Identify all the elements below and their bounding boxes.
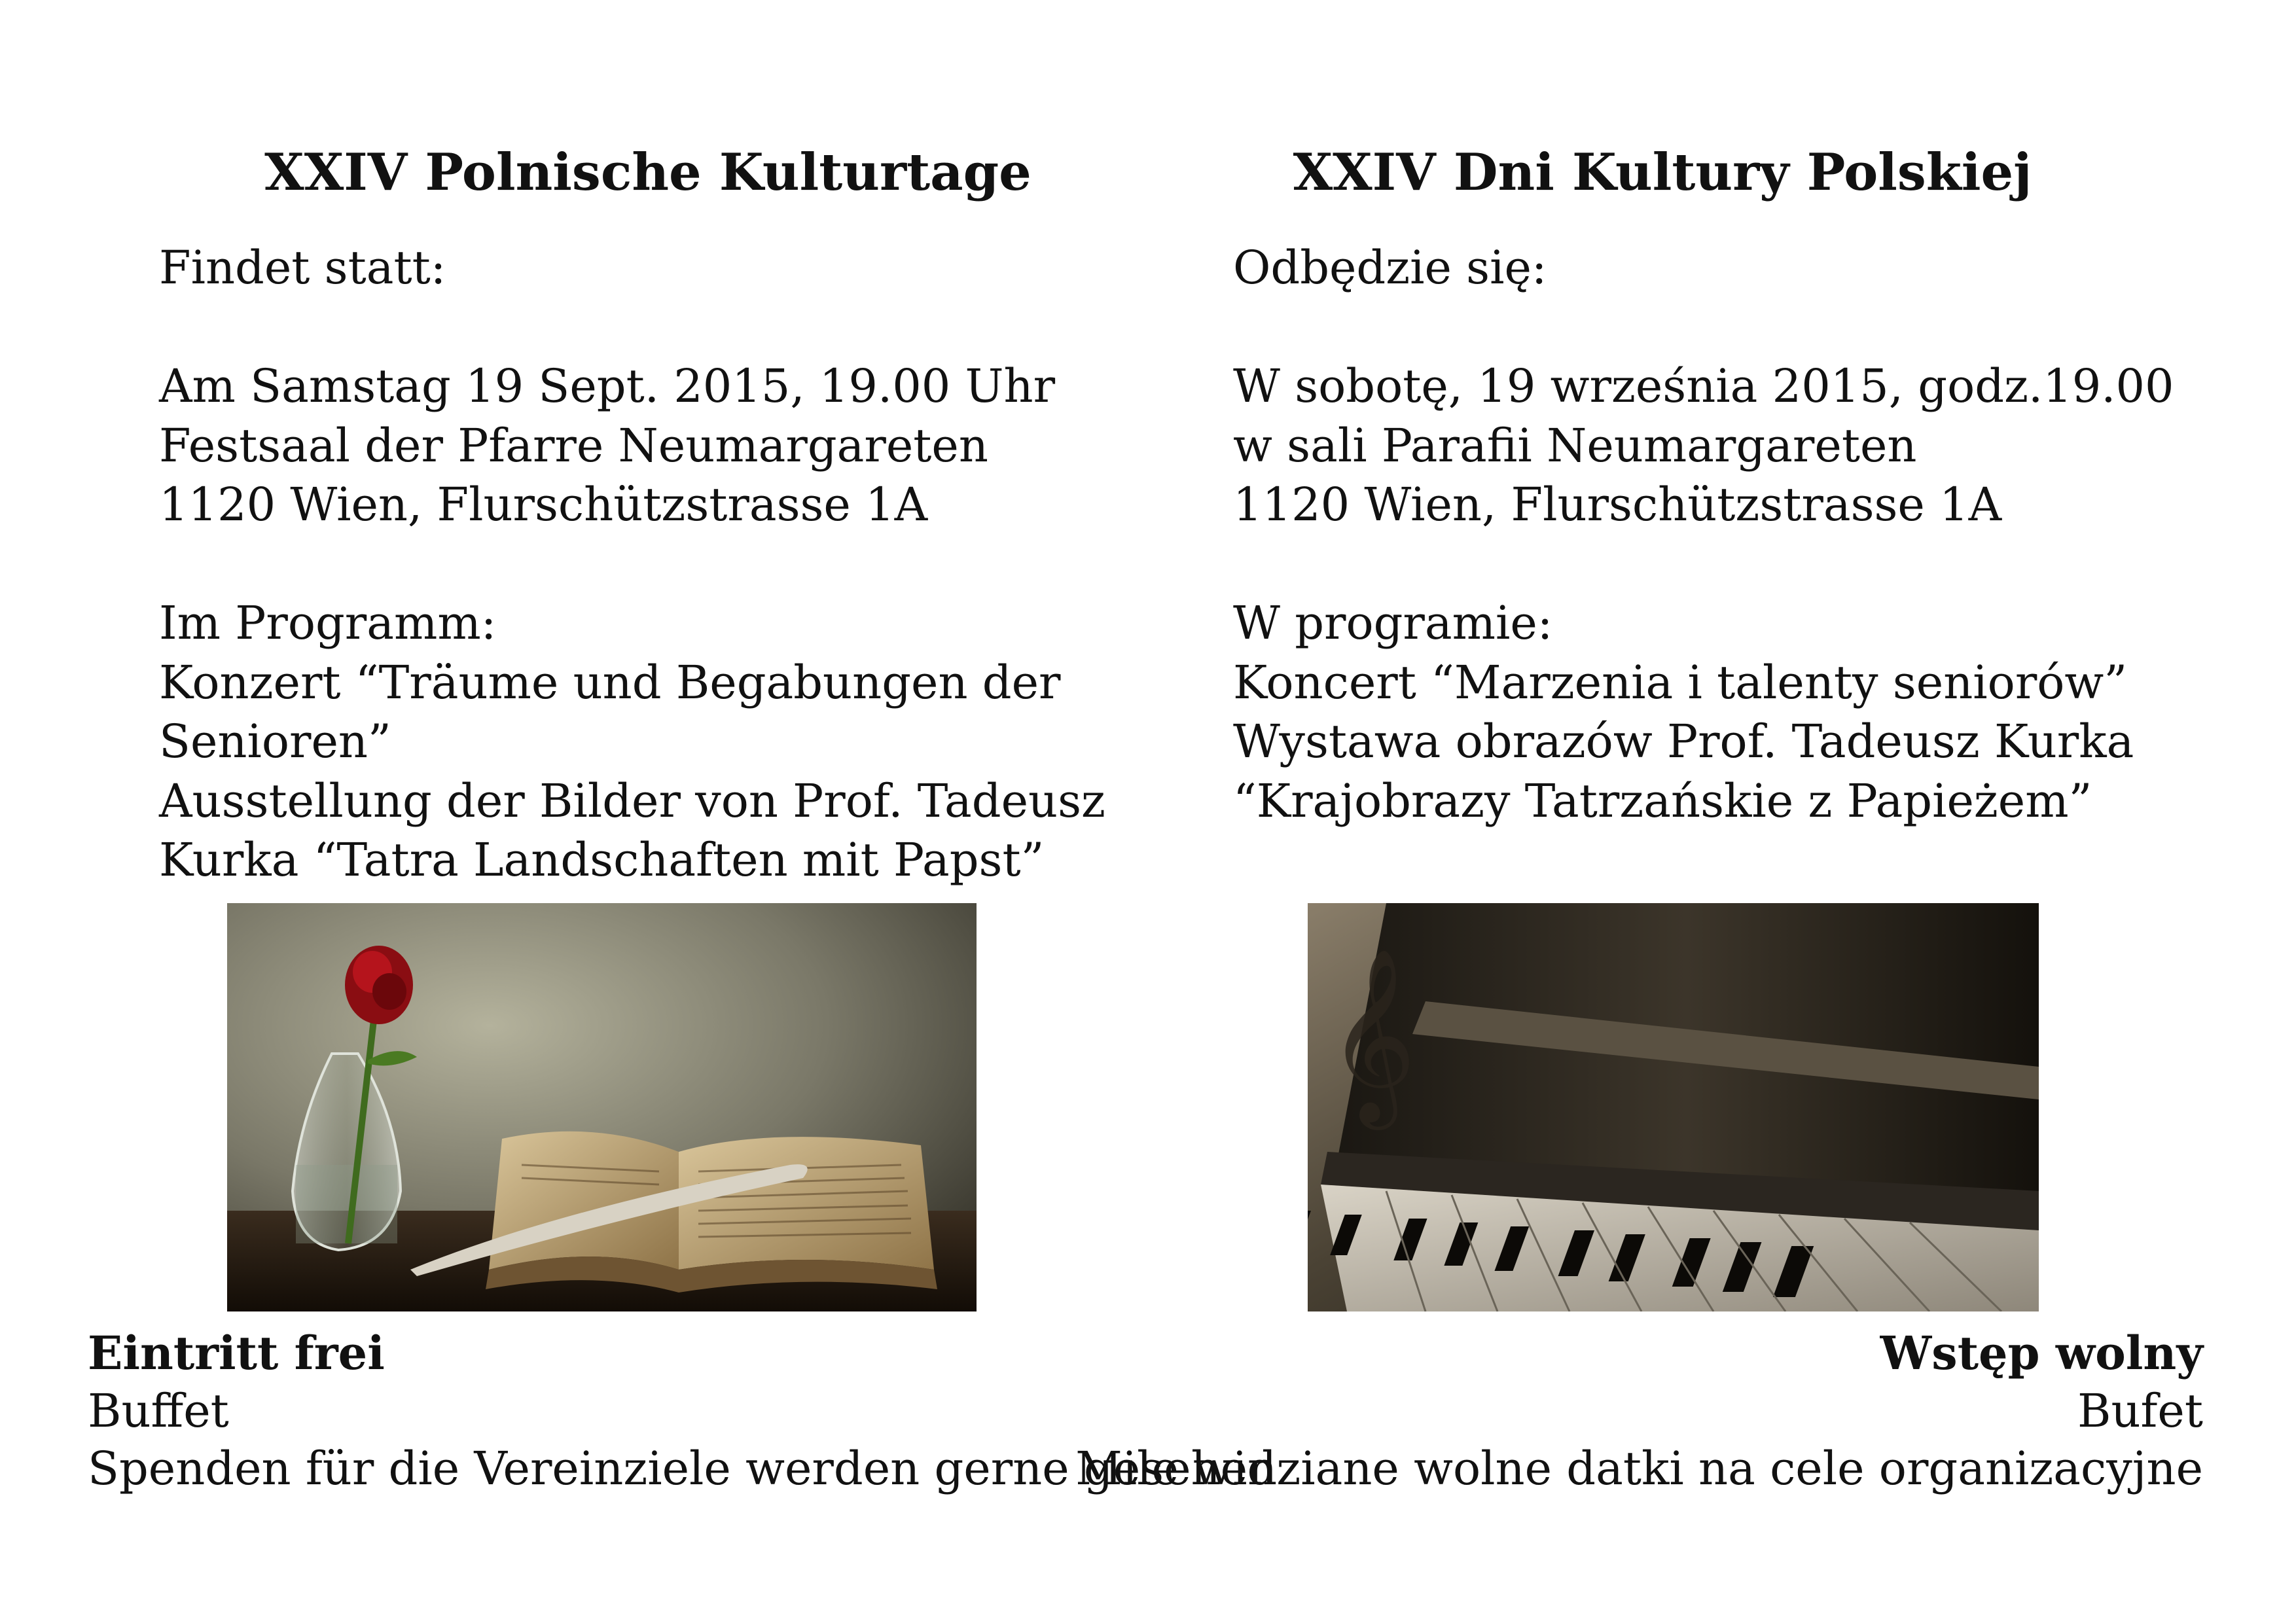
polish-buffet: Bufet [2077,1384,2203,1438]
german-date: Am Samstag 19 Sept. 2015, 19.00 Uhr [159,359,1056,413]
german-program-line: Kurka “Tatra Landschaften mit Papst” [159,833,1045,887]
german-buffet: Buffet [88,1384,229,1438]
spacer [1233,535,2174,594]
german-program-line: Konzert “Träume und Begabungen der [159,655,1061,709]
polish-venue: w sali Parafii Neumargareten [1233,418,1917,473]
spacer [1233,298,2174,357]
german-donations: Spenden für die Vereinziele werden gerne gesehen [88,1442,1278,1495]
german-program-line: Ausstellung der Bilder von Prof. Tadeusz [159,774,1105,828]
polish-details [1233,238,2174,830]
svg-text:𝄞: 𝄞 [1327,948,1416,1122]
spacer [159,298,1105,357]
piano-photo [1308,903,2039,1311]
german-title: XXIV Polnische Kulturtage [264,143,1031,202]
polish-program-line: Wystawa obrazów Prof. Tadeusz Kurka [1233,715,2134,768]
german-entry: Eintritt frei [88,1326,385,1380]
german-program-heading: Im Programm: [159,596,497,650]
polish-program-heading: W programie: [1233,596,1553,650]
polish-entry: Wstęp wolny [1880,1326,2203,1380]
german-details [159,238,1105,890]
polish-title: XXIV Dni Kultury Polskiej [1293,143,2032,202]
spacer [159,535,1105,594]
german-intro: Findet statt: [159,241,446,294]
polish-footer [1075,1325,2203,1497]
polish-address: 1120 Wien, Flurschützstrasse 1A [1233,478,2002,531]
polish-program-line: “Krajobrazy Tatrzańskie z Papieżem” [1233,774,2092,828]
polish-program-line: Koncert “Marzenia i talenty seniorów” [1233,655,2128,709]
german-program-line: Senioren” [159,715,391,768]
polish-intro: Odbędzie się: [1233,241,1547,294]
polish-donations: Mile widziane wolne datki na cele organizacyjne [1075,1442,2203,1495]
rose-book-photo [227,903,977,1311]
polish-date: W sobotę, 19 września 2015, godz.19.00 [1233,359,2174,413]
german-address: 1120 Wien, Flurschützstrasse 1A [159,478,928,531]
german-venue: Festsaal der Pfarre Neumargareten [159,418,988,473]
